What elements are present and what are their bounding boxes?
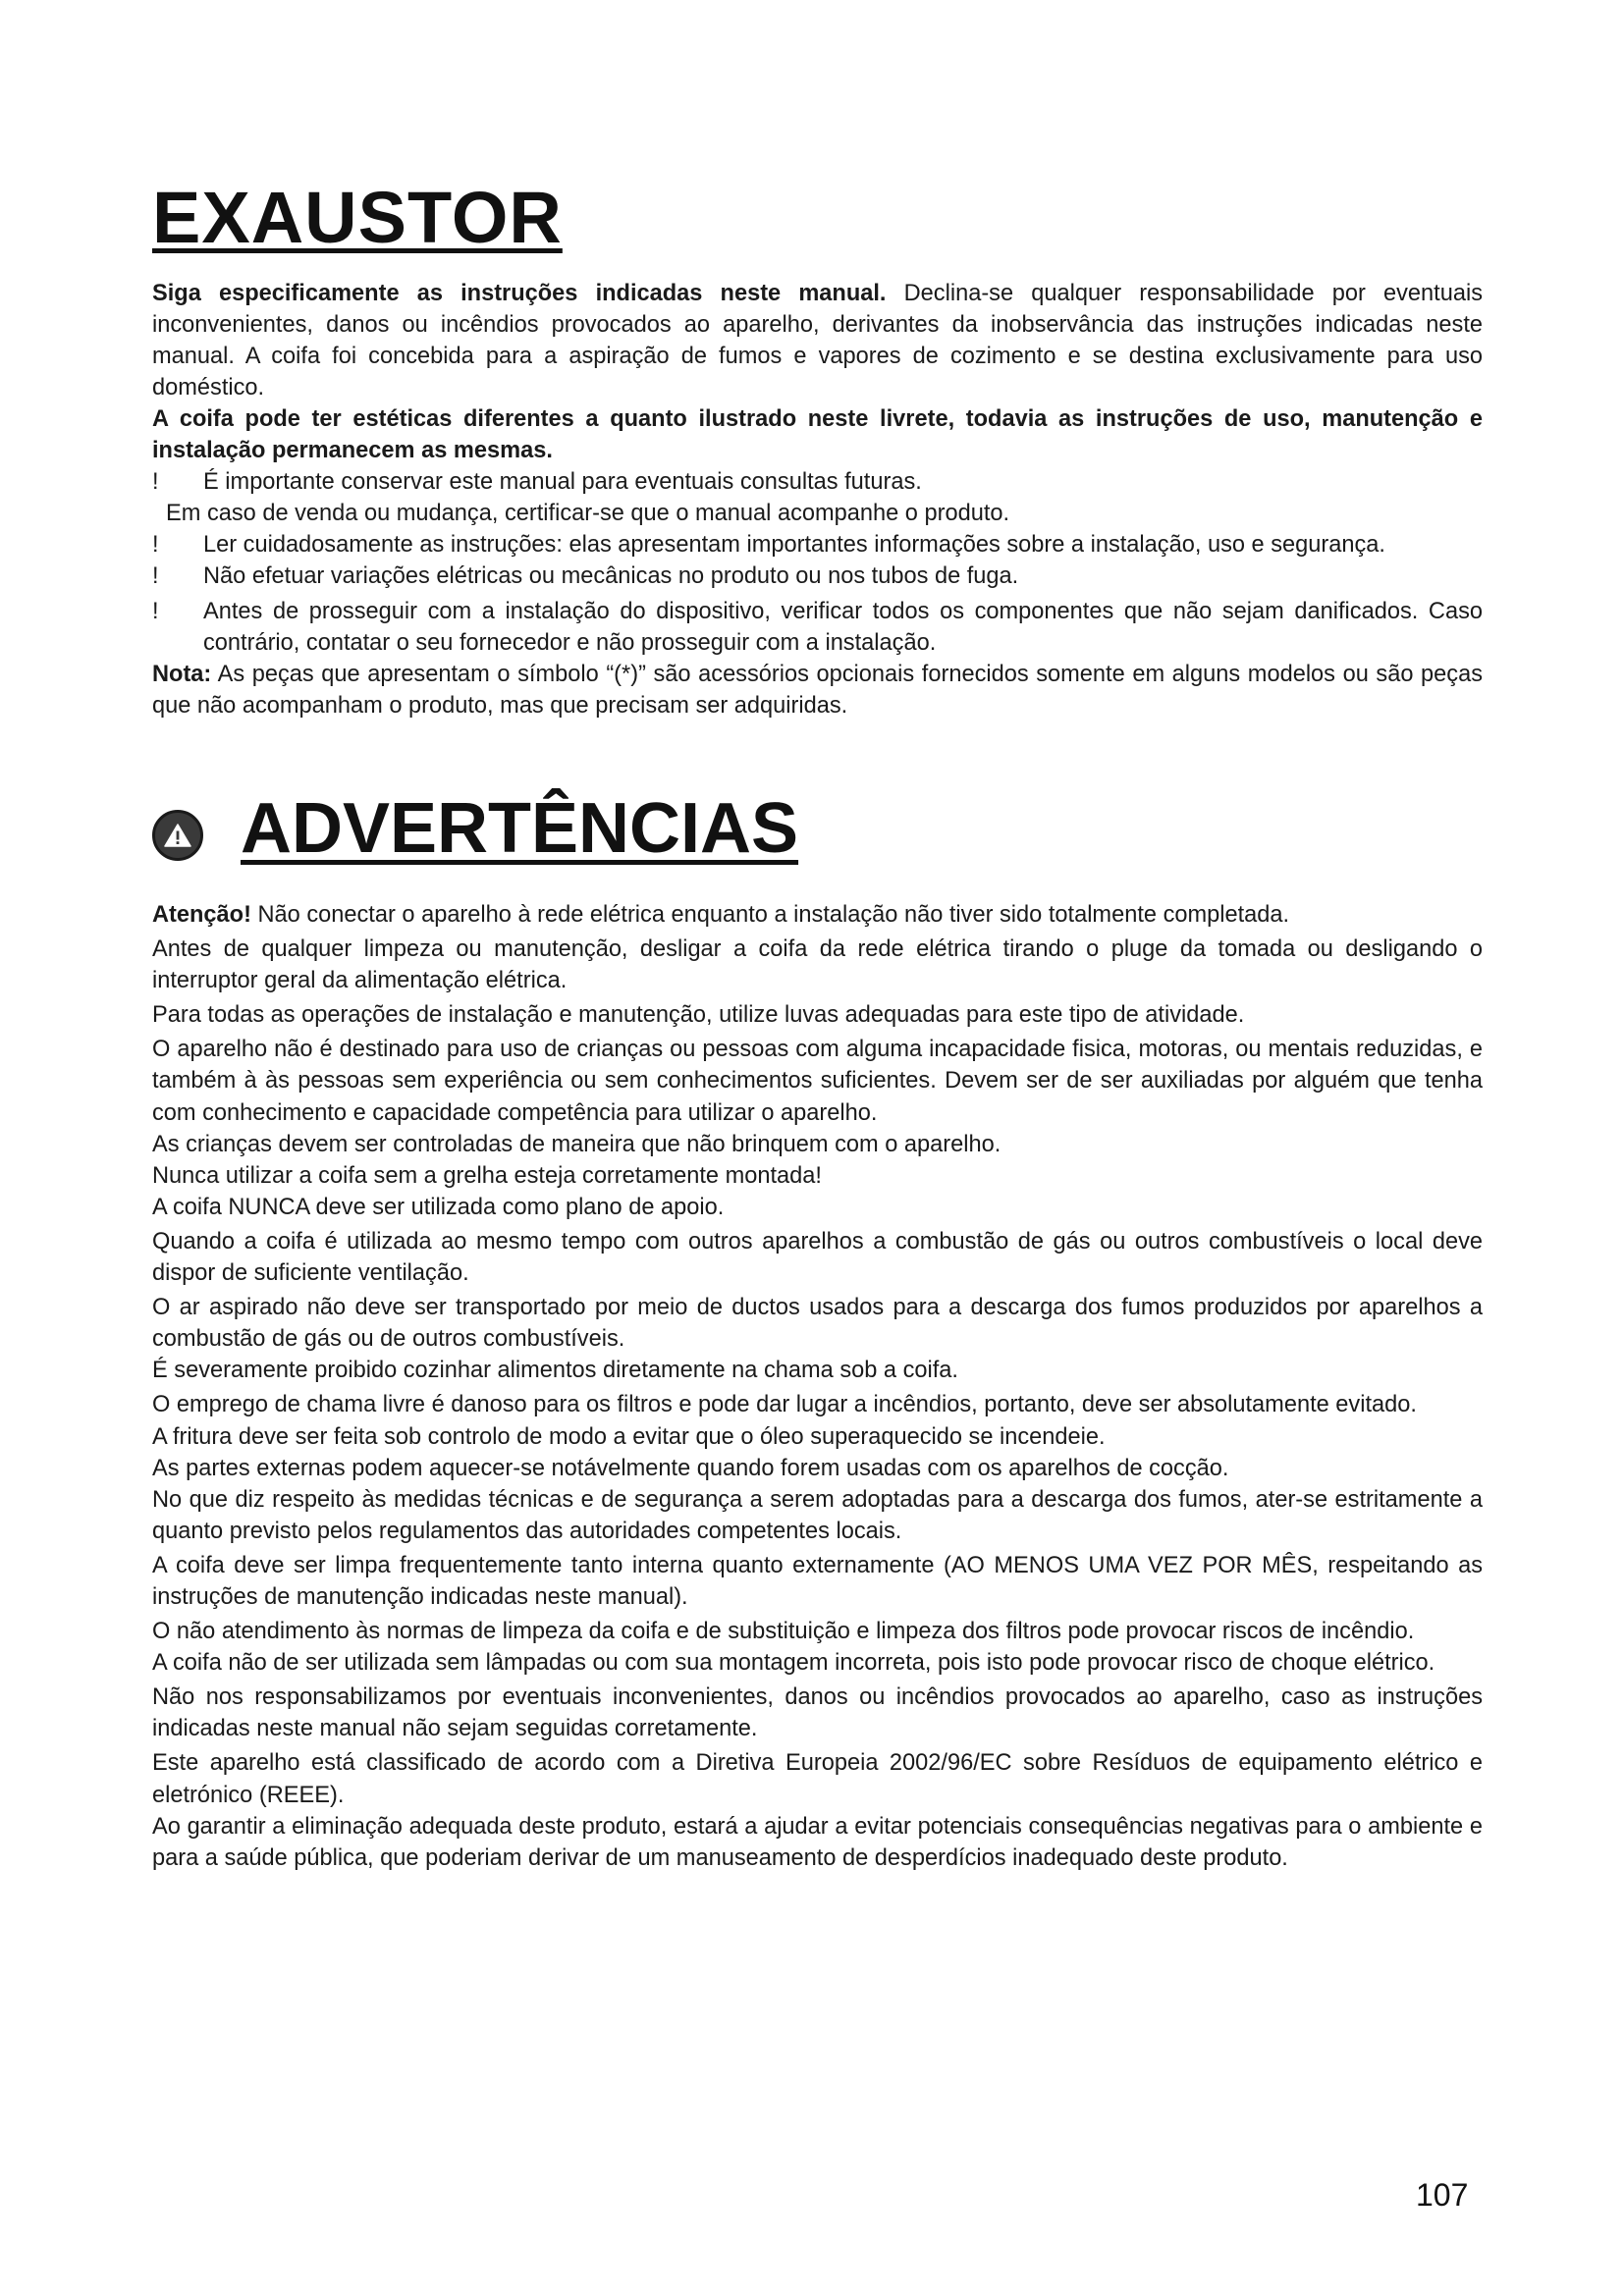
exclamation-icon: !	[152, 532, 159, 558]
warning-paragraph: É severamente proibido cozinhar alimentos diretamente na chama sob a coifa.	[152, 1358, 958, 1384]
bullet-item	[152, 466, 1483, 498]
warning-paragraph: Para todas as operações de instalação e manutenção, utilize luvas adequadas para este tipo de atividade.	[152, 1002, 1245, 1029]
attention-label: Atenção!	[152, 902, 251, 928]
exclamation-icon: !	[152, 599, 159, 624]
bullet-item	[152, 529, 1483, 561]
warning-paragraph: Este aparelho está classificado de acordo com a Diretiva Europeia 2002/96/EC sobre Resíduos de equipamento elétrico e eletrónico (REEE).	[152, 1750, 1483, 1808]
intro-paragraph-2: A coifa pode ter estéticas diferentes a quanto ilustrado neste livrete, todavia as instruções de uso, manutenção e instalação permanecem as mesmas.	[152, 406, 1483, 463]
warning-paragraph: No que diz respeito às medidas técnicas e de segurança a serem adoptadas para a descarga dos fumos, ater-se estritamente a quanto previsto pelos regulamentos das autoridades competentes locais.	[152, 1486, 1483, 1544]
warning-triangle-icon	[163, 823, 192, 848]
warnings-body	[152, 899, 1483, 1874]
exclamation-icon: !	[152, 563, 159, 589]
warning-paragraph: O ar aspirado não deve ser transportado por meio de ductos usados para a descarga dos fumos produzidos por aparelhos a combustão de gás ou de outros combustíveis.	[152, 1295, 1483, 1353]
warning-paragraph: Ao garantir a eliminação adequada deste produto, estará a ajudar a evitar potenciais consequências negativas para o ambiente e para a saúde pública, que poderiam derivar de um manuseamento de desperdícios inadequado deste produto.	[152, 1813, 1483, 1871]
bullet-text: Não efetuar variações elétricas ou mecânicas no produto ou nos tubos de fuga.	[203, 563, 1019, 589]
nota-text: As peças que apresentam o símbolo “(*)” são acessórios opcionais fornecidos somente em alguns modelos ou são peças que não acompanham o produto, mas que precisam ser adquiridas.	[152, 662, 1483, 719]
bullet-text: É importante conservar este manual para eventuais consultas futuras.	[203, 469, 922, 495]
nota-label: Nota:	[152, 662, 212, 687]
bullet-text: Ler cuidadosamente as instruções: elas apresentam importantes informações sobre a instalação, uso e segurança.	[203, 532, 1385, 558]
bullet-item	[152, 596, 1483, 659]
warning-icon	[152, 810, 203, 861]
warning-paragraph: Antes de qualquer limpeza ou manutenção, desligar a coifa da rede elétrica tirando o pluge da tomada ou desligando o interruptor geral da alimentação elétrica.	[152, 936, 1483, 994]
warning-paragraph: A fritura deve ser feita sob controlo de modo a evitar que o óleo superaquecido se incendeie.	[152, 1423, 1106, 1450]
warning-paragraph: A coifa não de ser utilizada sem lâmpadas ou com sua montagem incorreta, pois isto pode provocar risco de choque elétrico.	[152, 1650, 1435, 1677]
nota-paragraph	[152, 659, 1483, 721]
page-number: 107	[1416, 2177, 1469, 2213]
bullet-text: Antes de prosseguir com a instalação do dispositivo, verificar todos os componentes que não sejam danificados. Caso contrário, contatar o seu fornecedor e não prosseguir com a instalação.	[203, 599, 1483, 656]
warning-paragraph: A coifa deve ser limpa frequentemente tanto interna quanto externamente (AO MENOS UMA VEZ POR MÊS, respeitando as instruções de manutenção indicadas neste manual).	[152, 1552, 1483, 1610]
warning-paragraph: Nunca utilizar a coifa sem a grelha esteja corretamente montada!	[152, 1162, 822, 1189]
attention-paragraph	[152, 899, 1483, 931]
warning-paragraph: As partes externas podem aquecer-se notávelmente quando forem usadas com os aparelhos de cocção.	[152, 1455, 1229, 1481]
warning-paragraph: O não atendimento às normas de limpeza da coifa e de substituição e limpeza dos filtros pode provocar riscos de incêndio.	[152, 1619, 1415, 1645]
intro-bold-lead: Siga especificamente as instruções indicadas neste manual.	[152, 281, 887, 306]
intro-paragraph-1-text: Declina-se qualquer responsabilidade por eventuais inconvenientes, danos ou incêndios provocados ao aparelho, derivantes da inobservância das instruções indicadas neste manual. A coifa foi concebida para a aspiração de fumos e vapores de cozimento e se destina exclusivamente para uso doméstico.	[152, 281, 1483, 400]
exclamation-icon: !	[152, 469, 159, 495]
bullet-item	[152, 561, 1483, 592]
section-title-advertencias: ADVERTÊNCIAS	[241, 789, 799, 868]
warning-paragraph: O emprego de chama livre é danoso para os filtros e pode dar lugar a incêndios, portanto, deve ser absolutamente evitado.	[152, 1392, 1417, 1418]
attention-text: Não conectar o aparelho à rede elétrica enquanto a instalação não tiver sido totalmente completada.	[250, 902, 1290, 928]
bullet-continuation: Em caso de venda ou mudança, certificar-se que o manual acompanhe o produto.	[166, 501, 1010, 526]
intro-paragraph-1	[152, 278, 1483, 403]
warning-paragraph: As crianças devem ser controladas de maneira que não brinquem com o aparelho.	[152, 1131, 1001, 1157]
intro-section	[152, 278, 1483, 721]
section-title-exaustor: EXAUSTOR	[152, 177, 563, 258]
warnings-heading	[152, 789, 799, 868]
warning-paragraph: O aparelho não é destinado para uso de crianças ou pessoas com alguma incapacidade fisica, motoras, ou mentais reduzidas, e também à às pessoas sem experiência ou sem conhecimentos suficientes. Devem ser de ser auxiliadas por alguém que tenha com conhecimento e capacidade competência para utilizar o aparelho.	[152, 1037, 1483, 1126]
warning-paragraph: Quando a coifa é utilizada ao mesmo tempo com outros aparelhos a combustão de gás ou outros combustíveis o local deve dispor de suficiente ventilação.	[152, 1228, 1483, 1287]
warning-paragraph: A coifa NUNCA deve ser utilizada como plano de apoio.	[152, 1194, 725, 1220]
warning-paragraph: Não nos responsabilizamos por eventuais inconvenientes, danos ou incêndios provocados ao aparelho, caso as instruções indicadas neste manual não sejam seguidas corretamente.	[152, 1684, 1483, 1742]
